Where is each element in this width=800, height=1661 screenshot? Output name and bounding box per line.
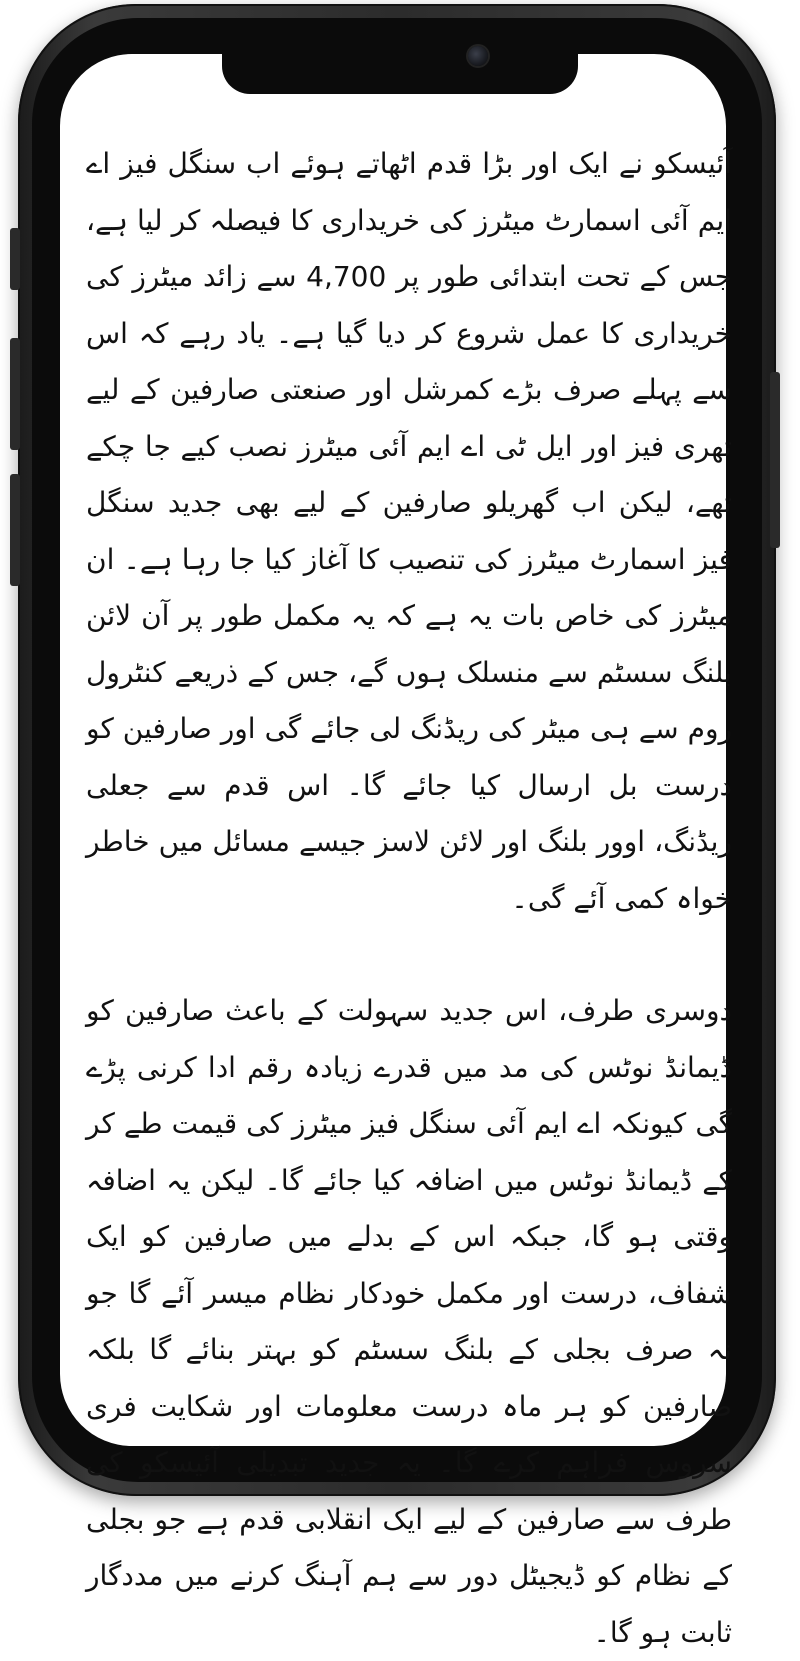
article-paragraph-2: دوسری طرف، اس جدید سہولت کے باعث صارفین کو ڈیمانڈ نوٹس کی مد میں قدرے زیادہ رقم ادا کرنی پڑے گی کیونکہ اے ایم آئی سنگل فیز میٹرز کی قیمت طے کر کے ڈیمانڈ نوٹس میں اضافہ کیا جائے گا۔ لیکن یہ اضافہ وقتی ہو گا، جبکہ اس کے بدلے میں صارفین کو ایک شفاف، درست اور مکمل خودکار نظام میسر آئے گا جو نہ صرف بجلی کے بلنگ سسٹم کو بہتر بنائے گا بلکہ صارفین کو ہر ماہ درست معلومات اور شکایت فری سروس فراہم کرے گا۔ یہ جدید تبدیلی آئیسکو کی طرف سے صارفین کے لیے ایک انقلابی قدم ہے جو بجلی کے نظام کو ڈیجیٹل دور سے ہم آہنگ کرنے میں مددگار ثابت ہو گا۔ <box>86 994 732 1649</box>
notch <box>222 54 578 94</box>
power-button <box>770 372 780 548</box>
volume-down-button <box>10 474 20 586</box>
silent-switch <box>10 228 20 290</box>
front-camera-icon <box>468 46 488 66</box>
article-paragraph-1: آئیسکو نے ایک اور بڑا قدم اٹھاتے ہوئے اب سنگل فیز اے ایم آئی اسمارٹ میٹرز کی خریداری کا فیصلہ کر لیا ہے، جس کے تحت ابتدائی طور پر 4,700 سے زائد میٹرز کی خریداری کا عمل شروع کر دیا گیا ہے۔ یاد رہے کہ اس سے پہلے صرف بڑے کمرشل اور صنعتی صارفین کے لیے تھری فیز اور ایل ٹی اے ایم آئی میٹرز نصب کیے جا چکے تھے، لیکن اب گھریلو صارفین کے لیے بھی جدید سنگل فیز اسمارٹ میٹرز کی تنصیب کا آغاز کیا جا رہا ہے۔ ان میٹرز کی خاص بات یہ ہے کہ یہ مکمل طور پر آن لائن بلنگ سسٹم سے منسلک ہوں گے، جس کے ذریعے کنٹرول روم سے ہی میٹر کی ریڈنگ لی جائے گی اور صارفین کو درست بل ارسال کیا جائے گا۔ اس قدم سے جعلی ریڈنگ، اوور بلنگ اور لائن لاسز جیسے مسائل میں خاطر خواہ کمی آئے گی۔ <box>86 147 733 915</box>
volume-up-button <box>10 338 20 450</box>
article-body <box>86 136 732 1661</box>
